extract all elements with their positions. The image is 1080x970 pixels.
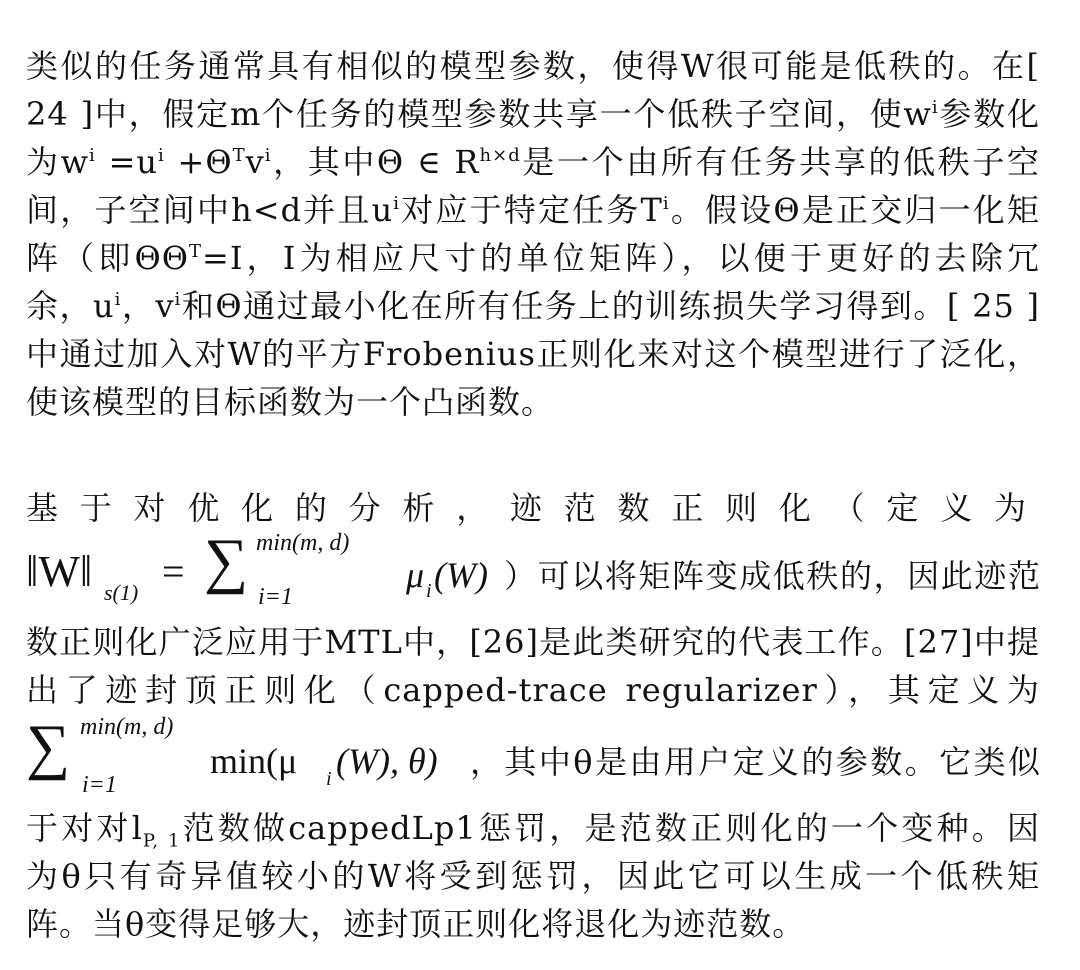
sum-lower-limit: i=1 (258, 584, 293, 610)
p2-line-2-tail: ）可以将矩阵变成低秩的，因此迹范 (504, 557, 1040, 595)
p1-line-4: 间，子空间中h<d并且$u^i$对应于特定任务$T^i$。假设Θ是正交归一化矩 (26, 191, 1040, 229)
p1-line-1: 类似的任务通常具有相似的模型参数，使得W很可能是低秩的。在[ (26, 47, 1040, 85)
trace-norm-formula (26, 527, 526, 614)
singular-value-mu: μ (406, 555, 425, 595)
min-expression: min(μ (210, 741, 298, 781)
p1-line-5: 阵（即$\Theta\Theta^T=I$，I为相应尺寸的单位矩阵），以便于更好的去除冗 (26, 239, 1040, 277)
p2-line-6: 于对对$l_{P, 1}$范数做cappedLp1惩罚，是范数正则化的一个变种。因 (26, 809, 1040, 852)
p1-line-8: 使该模型的目标函数为一个凸函数。 (26, 383, 555, 421)
p2-line-5-tail: ，其中θ是由用户定义的参数。它类似 (470, 743, 1040, 781)
p2-line-4: 出了迹封顶正则化（capped-trace regularizer），其定义为 (26, 671, 1040, 709)
p2-line-7: 为θ只有奇异值较小的W将受到惩罚，因此它可以生成一个低秩矩 (26, 857, 1040, 895)
min-expression-tail: (W), θ) (336, 741, 438, 781)
p1-line-7: 中通过加入对W的平方Frobenius正则化来对这个模型进行了泛化， (26, 335, 1040, 373)
p2-line-1: 基于对优化的分析，迹范数正则化（定义为 (26, 489, 1040, 527)
p1-line-6: 余，$u^i$，$v^i$和Θ通过最小化在所有任务上的训练损失学习得到。[ 25 ] (26, 287, 1040, 325)
p1-line-3: 为$w^i =u^i +\Theta^Tv^i$，其中Θ ∈ $R^{h\times d}$是一个由所有任务共享的低秩子空 (26, 143, 1040, 181)
p1-line-2: 24 ]中，假定m个任务的模型参数共享一个低秩子空间，使$w^i$参数化 (26, 95, 1040, 133)
sum-symbol-2: ∑ (26, 713, 71, 781)
sum-symbol: ∑ (204, 527, 249, 595)
norm-lhs: ‖W‖ (26, 547, 93, 596)
sum-upper-limit: min(m, d) (256, 530, 350, 556)
mu-argument: (W) (434, 555, 488, 595)
capped-trace-formula (26, 714, 486, 804)
p2-line-8: 阵。当θ变得足够大，迹封顶正则化将退化为迹范数。 (26, 905, 806, 943)
sum-lower-limit-2: i=1 (82, 772, 117, 798)
mu-subscript: i (426, 580, 432, 602)
p2-line-3: 数正则化广泛应用于MTL中，[26]是此类研究的代表工作。[27]中提 (26, 623, 1040, 661)
sum-upper-limit-2: min(m, d) (80, 714, 174, 740)
min-mu-subscript: i (326, 768, 332, 790)
equals-sign: = (162, 549, 185, 594)
norm-subscript: s(1) (104, 580, 139, 605)
